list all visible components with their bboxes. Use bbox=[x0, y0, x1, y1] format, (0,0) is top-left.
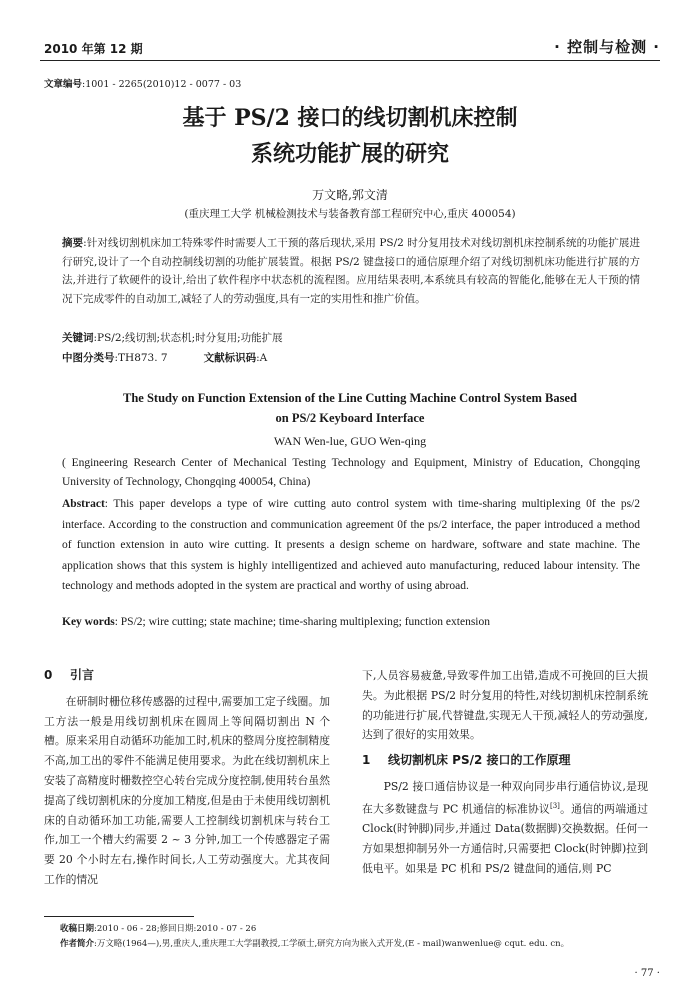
page-number: · 77 · bbox=[634, 968, 660, 979]
ps2-paragraph bbox=[362, 777, 648, 879]
ps2-paragraph-b: 。通信的两端通过 Clock(时钟脚)同步,并通过 Data(数据脚)交换数据。任何一方如果想抑制另外一方通信时,只需要把 Clock(时钟脚)拉到低电平。如果是 PC 机和 PS/2 键盘间的通信,则 PC bbox=[362, 802, 649, 875]
title-english bbox=[80, 388, 620, 428]
title-english-line1: The Study on Function Extension of the Line Cutting Machine Control System Based bbox=[123, 391, 577, 405]
section-number: 1 bbox=[362, 753, 371, 768]
author-bio-label: 作者简介 bbox=[60, 939, 95, 949]
keywords-chinese bbox=[62, 330, 640, 345]
keywords-chinese-text: :PS/2;线切割;状态机;时分复用;功能扩展 bbox=[93, 332, 283, 344]
article-number-label: 文章编号 bbox=[44, 79, 83, 90]
abstract-english-text: : This paper develops a type of wire cutting auto control system with time-sharing multiplexing 0f the ps/2 interface. According to the construction and communication agreement 0f the ps/2 interface, the paper introduced a method of function extension in auto wire cutting. It presents a design scheme on hardware, software and state machine. The application shows that this system is highly intelligentized and achieved auto manufacturing, reduced labour intensity. The technology and methods adopted in the system are practical and worthy of using abroad. bbox=[62, 498, 640, 592]
footnote-dates bbox=[60, 922, 256, 934]
abstract-english-label: Abstract bbox=[62, 498, 105, 510]
section-heading-introduction bbox=[44, 666, 330, 686]
received-text: :2010 - 06 - 28;修回日期:2010 - 07 - 26 bbox=[94, 924, 257, 934]
title-chinese bbox=[40, 100, 660, 172]
doc-code-label: 文献标识码 bbox=[203, 352, 257, 364]
article-number-value: :1001 - 2265(2010)12 - 0077 - 03 bbox=[82, 79, 242, 90]
authors-english: WAN Wen-lue, GUO Wen-qing bbox=[273, 434, 427, 448]
abstract-chinese-label: 摘要 bbox=[62, 237, 84, 249]
intro-paragraph: 在研制时栅位移传感器的过程中,需要加工定子线圈。加工方法一般是用线切割机床在圆周上等间隔切割出 N 个槽。原来采用自动循环功能加工时,机床的整周分度控制精度不高,加工出的零件不能满足使用要求。为此在线切割机床上安装了高精度时栅数控空心转台完成分度控制,使用转台虽然提高了线切割机床的分度加工精度,但是由于未使用线切割机床的自动循环加工功能,需要人工控制线切割机床与转台工作,加工一个槽大约需要 2 ~ 3 分钟,加工一个传感器定子需要 20 个小时左右,操作时间长,人工劳动强度大。尤其夜间工作的情况 bbox=[44, 694, 330, 886]
title-chinese-line1: 基于 PS/2 接口的线切割机床控制 bbox=[182, 105, 518, 131]
keywords-chinese-label: 关键词 bbox=[62, 332, 94, 344]
keywords-english-label: Key words bbox=[62, 616, 115, 628]
body-column-left bbox=[44, 666, 330, 890]
doc-code-value: :A bbox=[256, 352, 268, 364]
issue-label: 2010 年第 12 期 bbox=[44, 42, 143, 56]
abstract-chinese bbox=[62, 234, 640, 308]
keywords-english-text: : PS/2; wire cutting; state machine; time-sharing multiplexing; function extension bbox=[114, 616, 491, 628]
header-rule bbox=[40, 60, 660, 61]
title-chinese-line2: 系统功能扩展的研究 bbox=[250, 141, 449, 167]
received-label: 收稿日期 bbox=[60, 924, 95, 934]
footnote-rule bbox=[44, 916, 194, 917]
classification-line bbox=[62, 350, 640, 365]
section-title: 引言 bbox=[70, 668, 95, 682]
ps2-paragraph-a: PS/2 接口通信协议是一种双向同步串行通信协议,是现在大多数键盘与 PC 机通信的标准协议 bbox=[362, 779, 648, 816]
body-column-right bbox=[362, 666, 648, 879]
keywords-english bbox=[62, 616, 640, 628]
intro-paragraph-continued: 下,人员容易疲惫,导致零件加工出错,造成不可挽回的巨大损失。为此根据 PS/2 时分复用的特性,对线切割机床控制系统的功能进行扩展,代替键盘,实现无人干预,减轻人的劳动强度,达到了很好的实用效果。 bbox=[362, 669, 648, 742]
column-label: · 控制与检测 · bbox=[554, 38, 660, 56]
section-heading-ps2-principle bbox=[362, 751, 648, 771]
footnote-author bbox=[60, 937, 569, 949]
section-number: 0 bbox=[44, 668, 53, 682]
title-english-line2: on PS/2 Keyboard Interface bbox=[275, 411, 425, 425]
affiliation-chinese: (重庆理工大学 机械检测技术与装备教育部工程研究中心,重庆 400054) bbox=[184, 208, 516, 220]
authors-chinese: 万文略,郭文清 bbox=[312, 188, 388, 202]
abstract-chinese-text: :针对线切割机床加工特殊零件时需要人工干预的落后现状,采用 PS/2 时分复用技术对线切割机床控制系统的功能扩展进行研究,设计了一个自动控制线切割的功能扩展装置。根据 PS/2 键盘接口的通信原理介绍了对线切割机床功能进行扩展的方法,并进行了软硬件的设计,给出了软件程序中状态机的流程图。应用结果表明,本系统具有较高的智能化,能够在无人干预的情况下完成零件的自动加工,减轻了人的劳动强度,具有一定的实用性和推广价值。 bbox=[62, 237, 640, 305]
citation: [3] bbox=[550, 801, 560, 810]
author-bio-text: :万文略(1964—),男,重庆人,重庆理工大学副教授,工学硕士,研究方向为嵌入式开发,(E - mail)wanwenlue@ cqut. edu. cn。 bbox=[94, 939, 570, 949]
section-title: 线切割机床 PS/2 接口的工作原理 bbox=[388, 753, 571, 768]
article-number bbox=[44, 76, 241, 90]
clc-value: :TH873. 7 bbox=[114, 352, 168, 364]
abstract-english bbox=[62, 494, 640, 597]
affiliation-english: ( Engineering Research Center of Mechanical Testing Technology and Equipment, Ministry of Education, Chongqing University of Technology, Chongqing 400054, China) bbox=[62, 457, 640, 488]
clc-label: 中图分类号 bbox=[62, 352, 115, 364]
